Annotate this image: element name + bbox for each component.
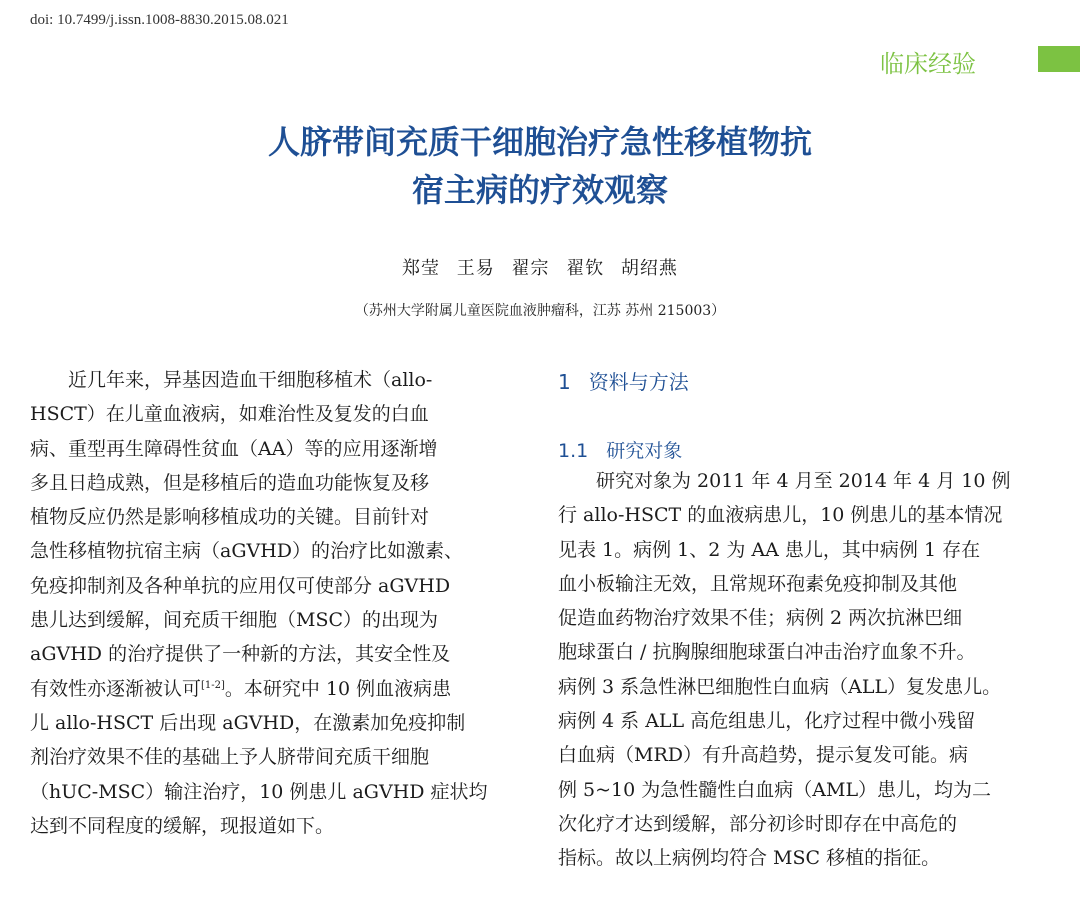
section-heading-text: 资料与方法 (588, 370, 689, 394)
intro-line: 多且日趋成熟，但是移植后的造血功能恢复及移 (30, 471, 430, 494)
methods-line: 促造血药物治疗效果不佳；病例 2 两次抗淋巴细 (558, 607, 963, 630)
methods-line: 病例 4 系 ALL 高危组患儿，化疗过程中微小残留 (558, 710, 976, 733)
intro-line: 儿 allo-HSCT 后出现 aGVHD，在激素加免疫抑制 (30, 711, 466, 734)
methods-line: 病例 3 系急性淋巴细胞性白血病（ALL）复发患儿。 (558, 675, 1002, 698)
methods-line: 胞球蛋白 / 抗胸腺细胞球蛋白冲击治疗血象不升。 (558, 641, 976, 664)
intro-line-text: 有效性亦逐渐被认可 (30, 677, 202, 700)
intro-line: （hUC-MSC）输注治疗，10 例患儿 aGVHD 症状均 (30, 780, 488, 803)
intro-paragraph (30, 363, 512, 843)
intro-line: aGVHD 的治疗提供了一种新的方法，其安全性及 (30, 643, 451, 666)
intro-line: 免疫抑制剂及各种单抗的应用仅可使部分 aGVHD (30, 574, 451, 597)
intro-line: 植物反应仍然是影响移植成功的关键。目前针对 (30, 506, 430, 529)
section-heading (558, 366, 689, 395)
methods-line: 例 5~10 为急性髓性白血病（AML）患儿，均为二 (558, 778, 992, 801)
methods-line: 研究对象为 2011 年 4 月至 2014 年 4 月 10 例 (596, 470, 1011, 492)
section-heading-number: 1 (558, 370, 571, 394)
intro-line: 剂治疗效果不佳的基础上予人脐带间充质干细胞 (30, 746, 430, 769)
intro-line-tail: 。本研究中 10 例血液病患 (224, 677, 452, 700)
subsection-heading-number: 1.1 (558, 440, 589, 462)
article-title (0, 118, 1080, 214)
article-title-line-1: 人脐带间充质干细胞治疗急性移植物抗 (267, 123, 812, 161)
methods-line: 行 allo-HSCT 的血液病患儿，10 例患儿的基本情况 (558, 504, 1003, 527)
intro-line: 病、重型再生障碍性贫血（AA）等的应用逐渐增 (30, 437, 438, 460)
section-color-bar (1038, 46, 1080, 72)
author-list: 郑莹 王易 翟宗 翟钦 胡绍燕 (402, 258, 678, 279)
section-label: 临床经验 (880, 50, 976, 78)
methods-line: 血小板输注无效，且常规环孢素免疫抑制及其他 (558, 572, 958, 595)
citation-ref[interactable]: [1-2] (201, 679, 225, 691)
methods-line: 指标。故以上病例均符合 MSC 移植的指征。 (558, 847, 941, 870)
methods-line: 次化疗才达到缓解，部分初诊时即存在中高危的 (558, 812, 958, 835)
intro-line: 急性移植物抗宿主病（aGVHD）的治疗比如激素、 (30, 540, 464, 563)
doi-line: doi: 10.7499/j.issn.1008-8830.2015.08.021 (30, 12, 289, 28)
affiliation: （苏州大学附属儿童医院血液肿瘤科，江苏 苏州 215003） (354, 303, 726, 319)
methods-line: 白血病（MRD）有升高趋势，提示复发可能。病 (558, 744, 968, 767)
subsection-heading-text: 研究对象 (606, 440, 683, 462)
methods-paragraph (558, 464, 1041, 876)
intro-line (30, 672, 512, 706)
article-title-line-2: 宿主病的疗效观察 (411, 171, 668, 209)
intro-line: 近几年来，异基因造血干细胞移植术（allo- (68, 369, 433, 391)
methods-line: 见表 1。病例 1、2 为 AA 患儿，其中病例 1 存在 (558, 538, 981, 561)
intro-line: HSCT）在儿童血液病，如难治性及复发的白血 (30, 403, 429, 426)
intro-line: 患儿达到缓解，间充质干细胞（MSC）的出现为 (30, 609, 439, 632)
intro-line: 达到不同程度的缓解，现报道如下。 (30, 814, 335, 837)
subsection-heading (558, 436, 682, 463)
